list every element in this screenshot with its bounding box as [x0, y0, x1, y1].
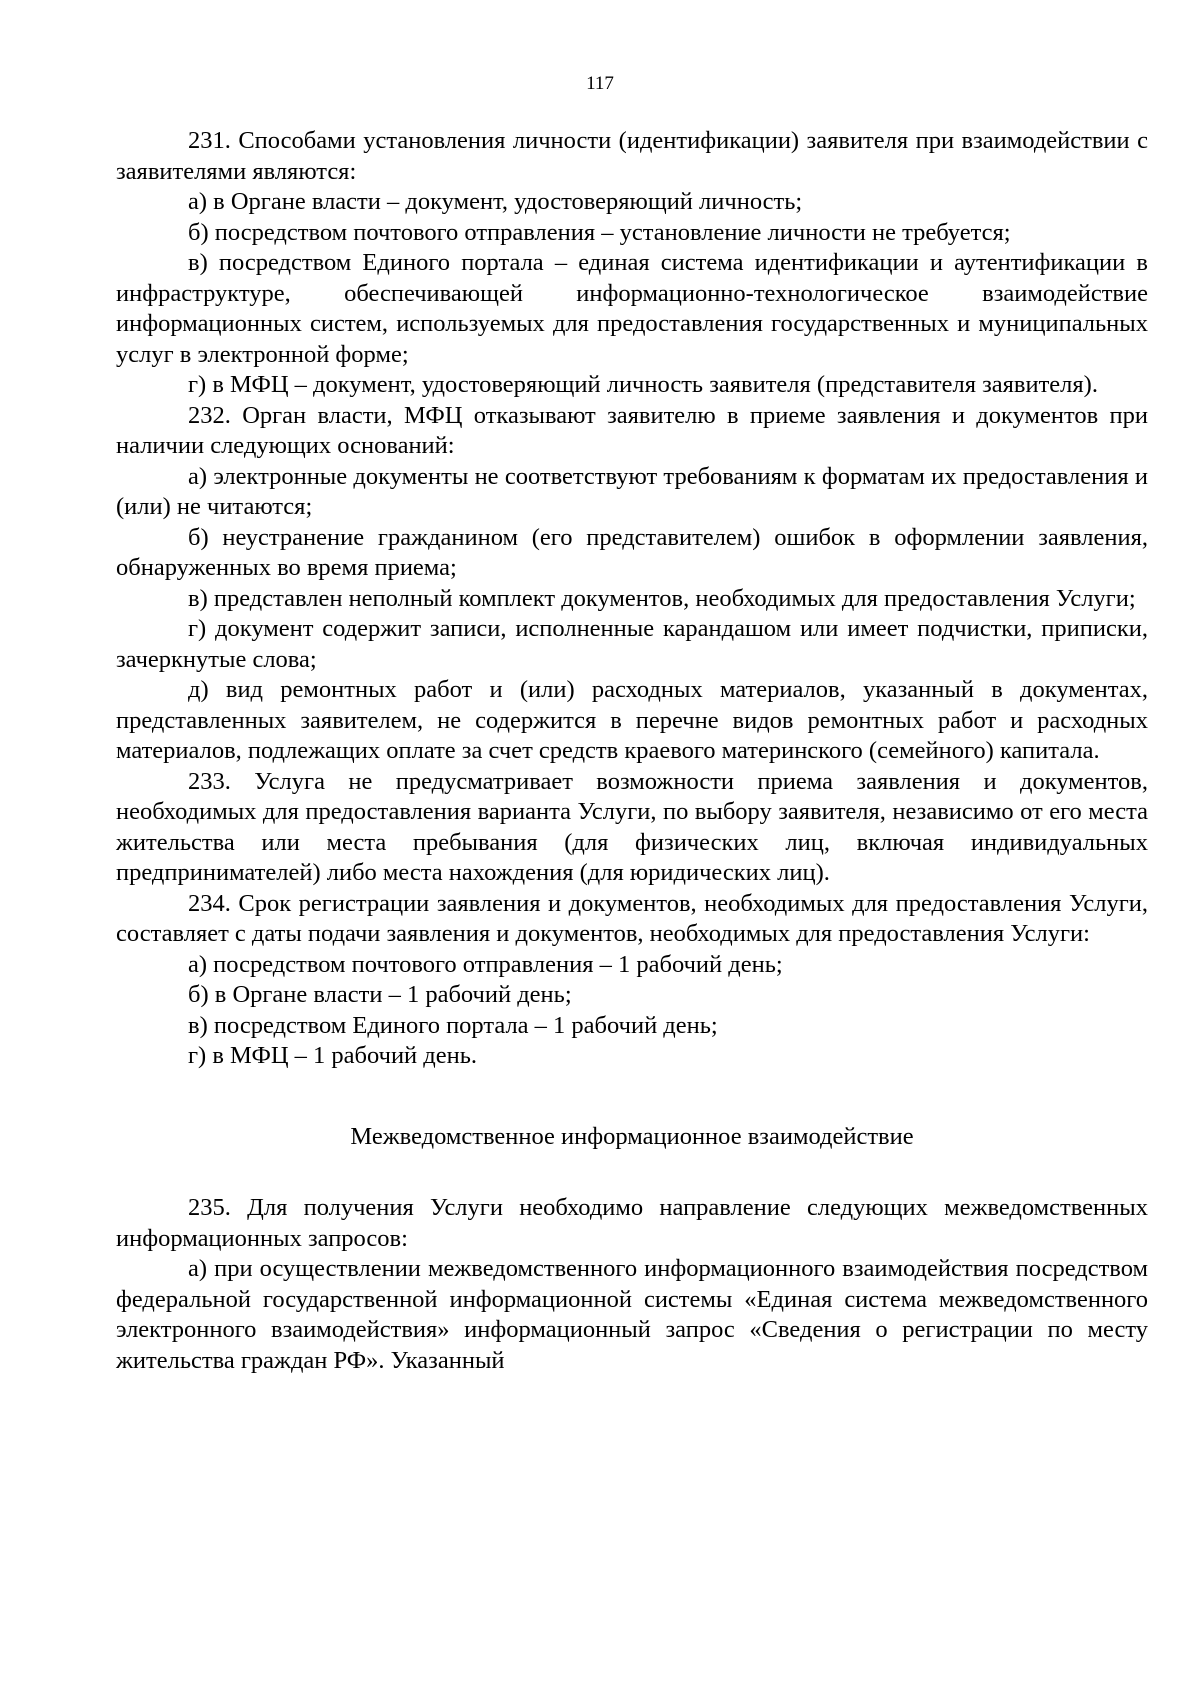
- list-item-231-g: г) в МФЦ – документ, удостоверяющий личность заявителя (представителя заявителя).: [188, 371, 1098, 398]
- paragraph-234: 234. Срок регистрации заявления и документов, необходимых для предоставления Услуги, составляет с даты подачи заявления и документов, необходимых для предоставления Услуги:: [116, 889, 1148, 947]
- list-item-234-b: б) в Органе власти – 1 рабочий день;: [188, 981, 572, 1008]
- list-item-232-v: в) представлен неполный комплект документов, необходимых для предоставления Услуги;: [188, 584, 1136, 612]
- paragraph-235: 235. Для получения Услуги необходимо направление следующих межведомственных информационных запросов:: [116, 1194, 1148, 1252]
- paragraph-233: 233. Услуга не предусматривает возможности приема заявления и документов, необходимых для предоставления варианта Услуги, по выбору заявителя, независимо от его места жительства или места пребывания (для физических лиц, включая индивидуальных предпринимателей) либо места нахождения (для юридических лиц).: [116, 767, 1148, 886]
- paragraph-231: 231. Способами установления личности (идентификации) заявителя при взаимодействии с заявителями являются:: [116, 127, 1148, 185]
- list-item-232-d: д) вид ремонтных работ и (или) расходных материалов, указанный в документах, представленных заявителем, не содержится в перечне видов ремонтных работ и расходных материалов, подлежащих оплате за счет средств краевого материнского (семейного) капитала.: [116, 676, 1148, 764]
- list-item-231-b: б) посредством почтового отправления – установление личности не требуется;: [188, 218, 1011, 246]
- page-number: 117: [586, 73, 614, 94]
- list-item-231-v: в) посредством Единого портала – единая система идентификации и аутентификации в инфраструктуре, обеспечивающей информационно-технологическое взаимодействие информационных систем, используемых для предоставления государственных и муниципальных услуг в электронной форме;: [116, 249, 1148, 368]
- list-item-232-b: б) неустранение гражданином (его представителем) ошибок в оформлении заявления, обнаруженных во время приема;: [116, 523, 1148, 581]
- list-item-232-g: г) документ содержит записи, исполненные карандашом или имеет подчистки, приписки, зачеркнутые слова;: [116, 615, 1148, 673]
- list-item-231-a: а) в Органе власти – документ, удостоверяющий личность;: [188, 188, 803, 215]
- list-item-232-a: а) электронные документы не соответствуют требованиям к форматам их предоставления и (или) не читаются;: [116, 462, 1148, 520]
- section-heading: Межведомственное информационное взаимодействие: [350, 1122, 914, 1150]
- paragraph-232: 232. Орган власти, МФЦ отказывают заявителю в приеме заявления и документов при наличии следующих оснований:: [116, 401, 1148, 459]
- document-body: [116, 126, 1148, 1376]
- list-item-234-a: а) посредством почтового отправления – 1 рабочий день;: [188, 950, 783, 978]
- list-item-234-g: г) в МФЦ – 1 рабочий день.: [188, 1042, 478, 1069]
- list-item-235-a: а) при осуществлении межведомственного информационного взаимодействия посредством федеральной государственной информационной системы «Единая система межведомственного электронного взаимодействия» информационный запрос «Сведения о регистрации по месту жительства граждан РФ». Указанный: [116, 1255, 1148, 1374]
- list-item-234-v: в) посредством Единого портала – 1 рабочий день;: [188, 1011, 718, 1039]
